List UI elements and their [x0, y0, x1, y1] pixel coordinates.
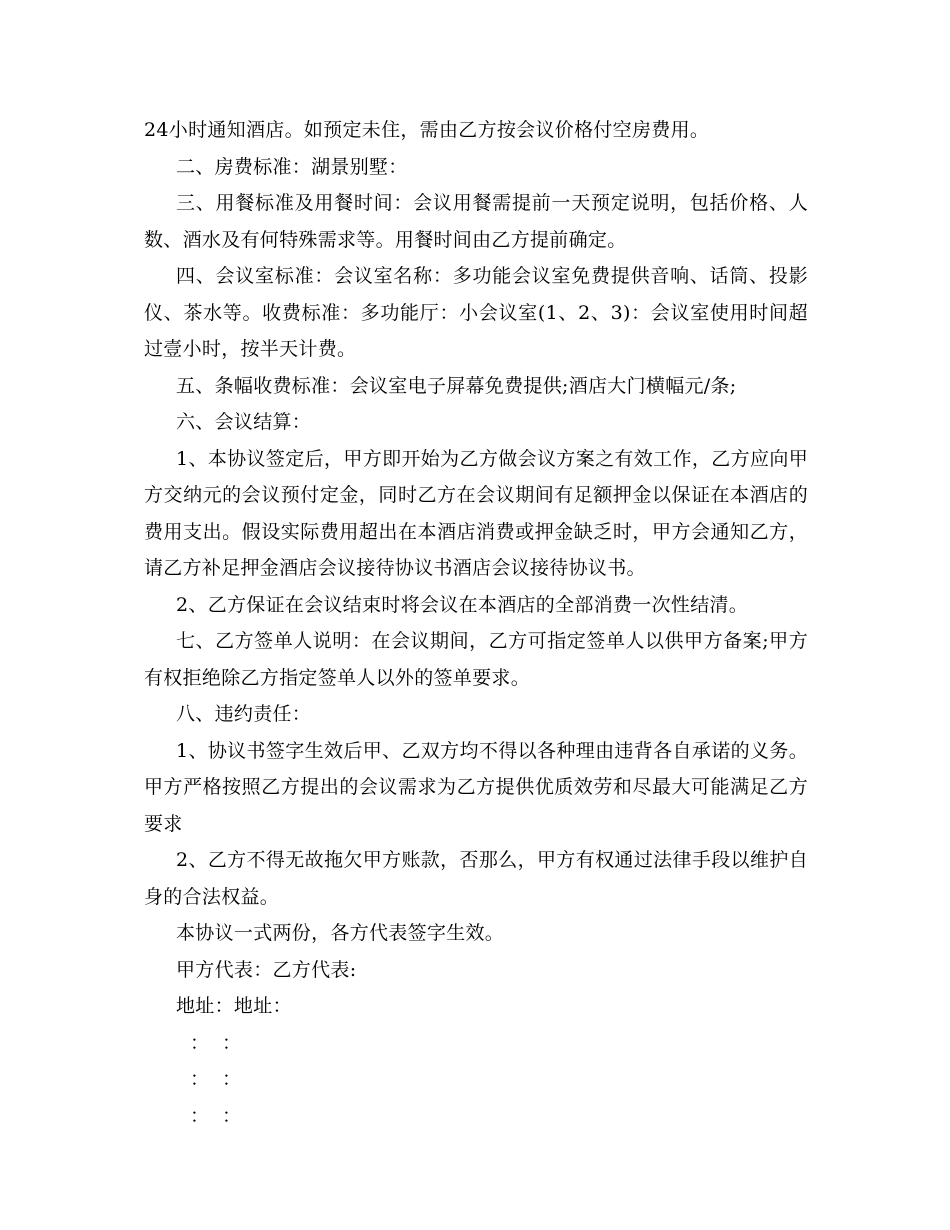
paragraph-settlement-item-2: 2、乙方保证在会议结束时将会议在本酒店的全部消费一次性结清。	[176, 593, 749, 616]
paragraph-dining-standard: 三、用餐标准及用餐时间：会议用餐需提前一天预定说明，包括价格、人数、酒水及有何特殊需求等。用餐时间由乙方提前确定。	[144, 192, 808, 251]
paragraph-settlement-heading: 六、会议结算：	[176, 411, 312, 433]
agreement-body	[144, 112, 808, 1134]
paragraph-liability-heading: 八、违约责任：	[176, 703, 312, 725]
paragraph-liability-item-1: 1、协议书签字生效后甲、乙双方均不得以各种理由违背各自承诺的义务。甲方严格按照乙方提出的会议需求为乙方提供优质效劳和尽最大可能满足乙方要求	[144, 739, 808, 835]
paragraph-meeting-room-standard: 四、会议室标准：会议室名称：多功能会议室免费提供音响、话筒、投影仪、茶水等。收费标准：多功能厅：小会议室(1、2、3)：会议室使用时间超过壹小时，按半天计费。	[144, 265, 808, 360]
paragraph-liability-item-2: 2、乙方不得无故拖欠甲方账款，否那么，甲方有权通过法律手段以维护自身的合法权益。	[144, 849, 808, 908]
blank-field-row: ： ：	[190, 1068, 242, 1090]
paragraph-copies: 本协议一式两份，各方代表签字生效。	[176, 922, 505, 944]
paragraph-notice-continuation: 24小时通知酒店。如预定未住，需由乙方按会议价格付空房费用。	[144, 119, 710, 141]
blank-field-row: ： ：	[190, 1031, 242, 1054]
paragraph-signatory: 七、乙方签单人说明：在会议期间，乙方可指定签单人以供甲方备案;甲方有权拒绝除乙方指定签单人以外的签单要求。	[144, 630, 808, 689]
paragraph-banner-fee: 五、条幅收费标准：会议室电子屏幕免费提供;酒店大门横幅元/条;	[176, 374, 737, 397]
blank-field-row: ： ：	[190, 1104, 242, 1127]
paragraph-room-rate: 二、房费标准：湖景别墅：	[176, 155, 408, 178]
paragraph-settlement-item-1: 1、本协议签定后，甲方即开始为乙方做会议方案之有效工作，乙方应向甲方交纳元的会议预付定金，同时乙方在会议期间有足额押金以保证在本酒店的费用支出。假设实际费用超出在本酒店消费或押金缺乏时，甲方会通知乙方，请乙方补足押金酒店会议接待协议书酒店会议接待协议书。	[144, 447, 808, 579]
paragraph-addresses: 地址：地址：	[176, 995, 292, 1017]
paragraph-representatives: 甲方代表：乙方代表:	[176, 958, 357, 981]
